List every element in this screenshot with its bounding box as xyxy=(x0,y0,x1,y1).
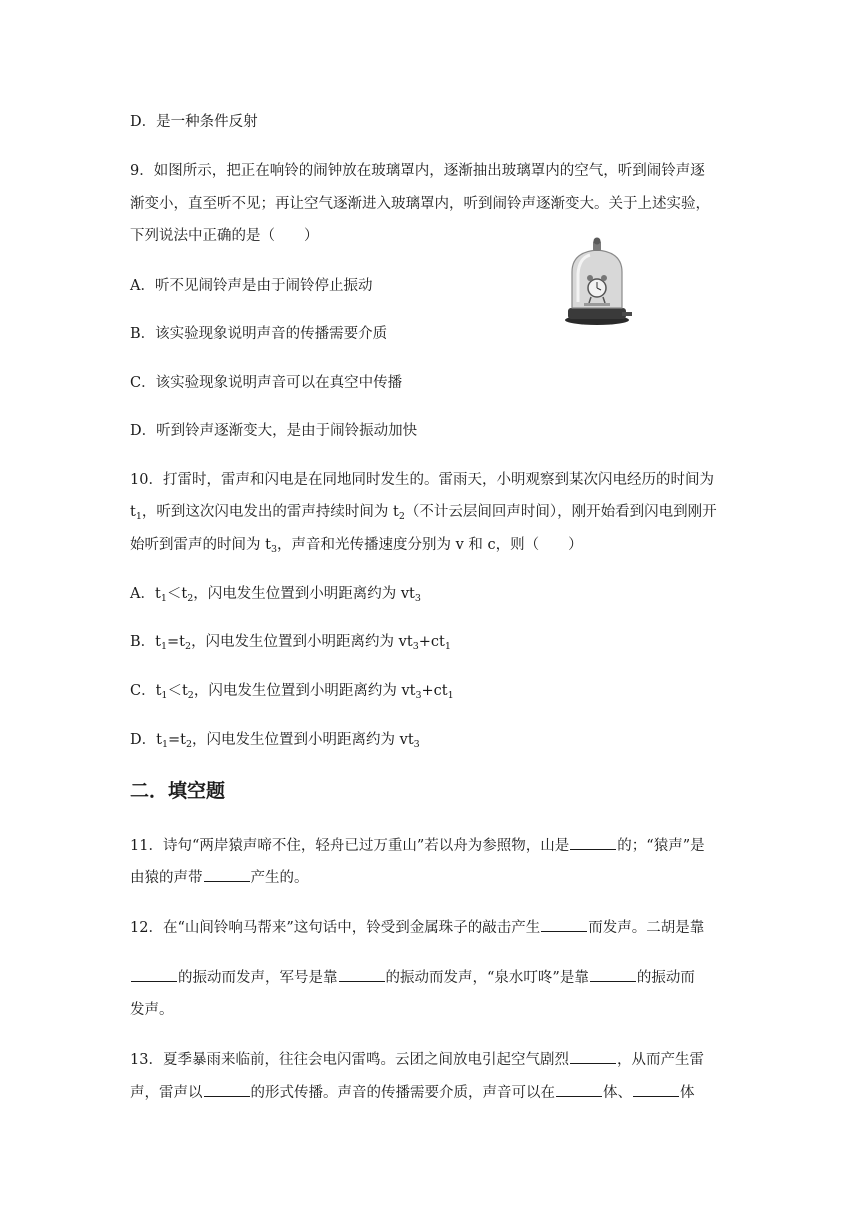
q10-option-c: C．$t_1<t_2$，闪电发生位置到小明距离约为 $vt_3+ct_1$ xyxy=(130,683,454,701)
q13-line-2: 声，雷声以 的形式传播。声音的传播需要介质，声音可以在 体、 体 xyxy=(130,1082,695,1103)
section-heading: 二．填空题 xyxy=(130,780,226,802)
q9-option-b: B．该实验现象说明声音的传播需要介质 xyxy=(130,326,388,342)
q11-line-1: 11．诗句“两岸猿声啼不住，轻舟已过万重山”若以舟为参照物，山是 的；“猿声”是 xyxy=(130,835,705,856)
q12-line-1: 12．在“山间铃响马帮来”这句话中，铃受到金属珠子的敲击产生 而发声。二胡是靠 xyxy=(130,917,704,938)
answer-blank[interactable] xyxy=(590,967,636,982)
q12-line-2: 的振动而发声，军号是靠 的振动而发声，“泉水叮咚”是靠 的振动而 xyxy=(130,967,695,988)
answer-blank[interactable] xyxy=(204,867,250,882)
answer-blank[interactable] xyxy=(339,967,385,982)
q10-option-a: A．$t_1<t_2$，闪电发生位置到小明距离约为 $vt_3$ xyxy=(130,586,421,604)
q9-stem-line-2: 渐变小，直至听不见；再让空气逐渐进入玻璃罩内，听到闹铃声逐渐变大。关于上述实验， xyxy=(130,196,710,212)
answer-blank[interactable] xyxy=(541,917,587,932)
q9-option-a: A．听不见闹铃声是由于闹铃停止振动 xyxy=(130,278,373,294)
q11-line-2: 由猿的声带 产生的。 xyxy=(130,867,309,888)
q12-line-3: 发声。 xyxy=(130,1002,174,1018)
q9-stem-line-1: 9．如图所示，把正在响铃的闹钟放在玻璃罩内，逐渐抽出玻璃罩内的空气，听到闹铃声逐 xyxy=(130,163,705,179)
answer-blank[interactable] xyxy=(131,967,177,982)
q8-option-d: D．是一种条件反射 xyxy=(130,114,258,130)
answer-blank[interactable] xyxy=(633,1082,679,1097)
q10-stem-line-2: $t_1$，听到这次闪电发出的雷声持续时间为 $t_2$（不计云层间回声时间），刚开始看到闪电到刚开 xyxy=(130,504,717,522)
q10-option-d: D．$t_1=t_2$，闪电发生位置到小明距离约为 $vt_3$ xyxy=(130,732,420,750)
q10-stem-line-3: 始听到雷声的时间为 $t_3$，声音和光传播速度分别为 v 和 c，则（ ） xyxy=(130,537,583,555)
q9-stem-line-3: 下列说法中正确的是（ ） xyxy=(130,228,319,244)
answer-blank[interactable] xyxy=(570,835,616,850)
answer-blank[interactable] xyxy=(570,1049,616,1064)
q13-line-1: 13．夏季暴雨来临前，往往会电闪雷鸣。云团之间放电引起空气剧烈 ，从而产生雷 xyxy=(130,1049,704,1070)
answer-blank[interactable] xyxy=(204,1082,250,1097)
answer-blank[interactable] xyxy=(556,1082,602,1097)
q9-option-d: D．听到铃声逐渐变大，是由于闹铃振动加快 xyxy=(130,423,418,439)
q10-stem-line-1: 10．打雷时，雷声和闪电是在同地同时发生的。雷雨天，小明观察到某次闪电经历的时间为 xyxy=(130,472,714,488)
q10-option-b: B．$t_1=t_2$，闪电发生位置到小明距离约为 $vt_3+ct_1$ xyxy=(130,634,451,652)
bell-jar-illustration xyxy=(560,236,634,326)
q9-option-c: C．该实验现象说明声音可以在真空中传播 xyxy=(130,375,403,391)
